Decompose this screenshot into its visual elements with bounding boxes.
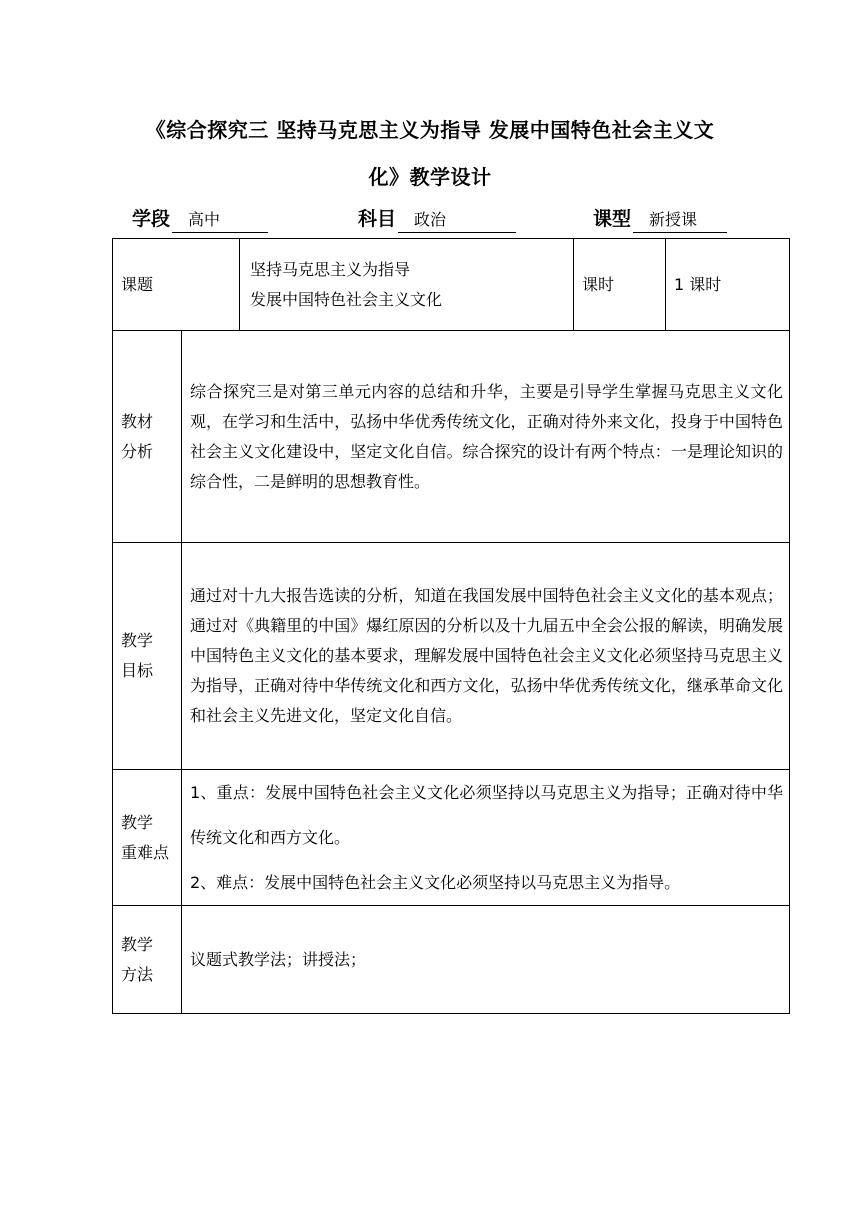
hours-value: 1 课时 [666, 239, 790, 331]
goal-label-line-2: 目标 [121, 661, 154, 680]
goal-label-line-1: 教学 [121, 631, 154, 650]
table-row [113, 239, 790, 331]
key-point: 1、重点：发展中国特色社会主义文化必须坚持以马克思主义为指导；正确对待中华传统文化和西方文化。 [190, 783, 784, 847]
stage-value: 高中 [172, 207, 268, 233]
method-text: 议题式教学法；讲授法； [182, 906, 790, 1014]
subject-label: 科目 [358, 208, 397, 230]
key-points [182, 770, 790, 906]
hours-label: 课时 [574, 239, 666, 331]
stage-label: 学段 [132, 208, 171, 230]
method-label-line-2: 方法 [121, 964, 154, 984]
table-row [113, 906, 790, 1014]
difficult-point: 2、难点：发展中国特色社会主义文化必须坚持以马克思主义为指导。 [190, 873, 681, 892]
key-label [113, 770, 182, 906]
analysis-text: 综合探究三是对第三单元内容的总结和升华，主要是引导学生掌握马克思主义文化观，在学习和生活中，弘扬中华优秀传统文化，正确对待外来文化，投身于中国特色社会主义文化建设中，坚定文化自信。综合探究的设计有两个特点：一是理论知识的综合性，二是鲜明的思想教育性。 [182, 331, 790, 543]
document-title-line-1: 《综合探究三 坚持马克思主义为指导 发展中国特色社会主义文 [145, 118, 715, 142]
topic-label: 课题 [113, 239, 240, 331]
topic-value [240, 239, 574, 331]
document-title-line-2: 化》教学设计 [368, 165, 492, 189]
meta-subject [358, 204, 516, 232]
meta-stage [132, 204, 268, 232]
topic-line-2: 发展中国特色社会主义文化 [250, 289, 443, 309]
type-label: 课型 [593, 208, 632, 230]
table-row [113, 331, 790, 543]
type-value: 新授课 [633, 207, 727, 233]
goal-label [113, 543, 182, 770]
meta-type [593, 204, 727, 232]
analysis-label [113, 331, 182, 543]
method-label-line-1: 教学 [121, 934, 154, 954]
lesson-plan-table [112, 238, 790, 1014]
subject-value: 政治 [398, 207, 516, 233]
goal-text: 通过对十九大报告选读的分析，知道在我国发展中国特色社会主义文化的基本观点；通过对《典籍里的中国》爆红原因的分析以及十九届五中全会公报的解读，明确发展中国特色主义文化的基本要求，理解发展中国特色社会主义文化必须坚持马克思主义为指导，正确对待中华传统文化和西方文化，弘扬中华优秀传统文化，继承革命文化和社会主义先进文化，坚定文化自信。 [182, 543, 790, 770]
method-label [113, 906, 182, 1014]
table-row [113, 543, 790, 770]
analysis-label-line-1: 教材 [121, 411, 154, 431]
topic-line-1: 坚持马克思主义为指导 [250, 259, 411, 279]
analysis-label-line-2: 分析 [121, 441, 154, 461]
key-label-line-2: 重难点 [121, 842, 170, 862]
key-label-line-1: 教学 [121, 812, 154, 832]
table-row [113, 770, 790, 906]
